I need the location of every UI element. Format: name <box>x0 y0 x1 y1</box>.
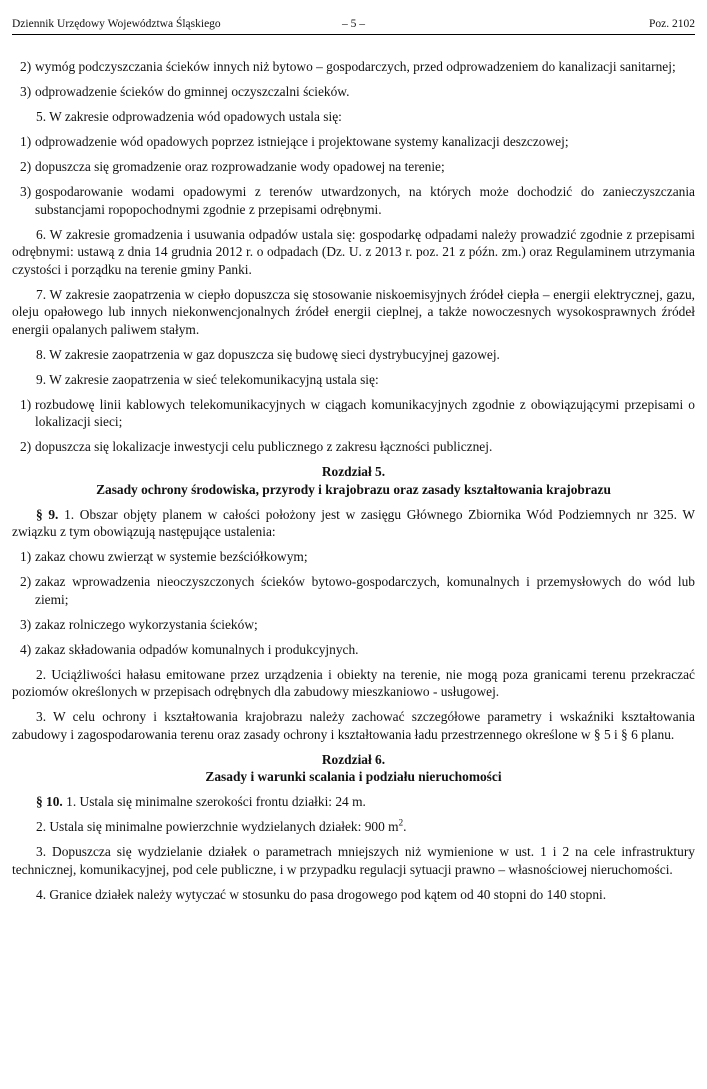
list-text: dopuszcza się gromadzenie oraz rozprowadzanie wody opadowej na terenie; <box>35 159 445 174</box>
position-number: Poz. 2102 <box>649 18 695 30</box>
section-text: 1. Ustala się minimalne szerokości frontu działki: 24 m. <box>62 794 366 809</box>
paragraph: 7. W zakresie zaopatrzenia w ciepło dopuszcza się stosowanie niskoemisyjnych źródeł ciepła – energii elektrycznej, gazu, oleju opałowego lub innych niekonwencjonalnych źródeł energii cieplnej, a także nowoczesnych wysokosprawnych źródeł energii opalanych paliwem stałym. <box>12 286 695 337</box>
list-text: rozbudowę linii kablowych telekomunikacyjnych w ciągach komunikacyjnych zgodnie z obowiązującymi przepisami o lokalizacji sieci; <box>35 396 695 429</box>
list-item <box>12 183 695 218</box>
list-text: dopuszcza się lokalizacje inwestycji celu publicznego z zakresu łączności publicznej. <box>35 439 493 454</box>
list-number: 1) <box>20 549 32 564</box>
list-item <box>12 83 695 101</box>
list-number: 1) <box>20 396 32 412</box>
paragraph: 2. Uciążliwości hałasu emitowane przez urządzenia i obiekty na terenie, nie mogą poza granicami terenu przekraczać poziomów określonych w przepisach odrębnych dla zabudowy mieszkaniowo - usługowej. <box>12 666 695 699</box>
section-paragraph <box>12 506 695 541</box>
list-item <box>12 133 695 151</box>
paragraph: 6. W zakresie gromadzenia i usuwania odpadów ustala się: gospodarkę odpadami należy prowadzić zgodnie z przepisami odrębnymi: ustawą z dnia 14 grudnia 2012 r. o odpadach (Dz. U. z 2013 r. poz. 21 z późn. zm.) oraz Regulaminem utrzymania czystości i porządku na terenie gminy Panki. <box>12 226 695 277</box>
list-item <box>12 573 695 608</box>
section-mark: § 10. <box>36 794 63 809</box>
document-body <box>12 58 695 911</box>
paragraph: 3. Dopuszcza się wydzielanie działek o parametrach mniejszych niż wymienione w ust. 1 i 2 na cele infrastruktury technicznej, komunikacyjnej, pod cele publiczne, i w przypadku regulacji sytuacji prawno – własnościowej nieruchomości. <box>12 844 695 877</box>
list-number: 2) <box>20 439 32 454</box>
page-number: – 5 – <box>342 18 365 30</box>
chapter-subtitle: Zasady ochrony środowiska, przyrody i krajobrazu oraz zasady kształtowania krajobrazu <box>96 481 611 497</box>
paragraph: 3. W celu ochrony i kształtowania krajobrazu należy zachować szczegółowe parametry i wskaźniki kształtowania zabudowy i zagospodarowania terenu oraz zasady ochrony i kształtowania ładu przestrzennego określone w § 5 i § 6 planu. <box>12 709 695 742</box>
paragraph: 8. W zakresie zaopatrzenia w gaz dopuszcza się budowę sieci dystrybucyjnej gazowej. <box>36 346 500 362</box>
list-number: 2) <box>20 59 32 74</box>
list-item <box>12 396 695 431</box>
list-number: 2) <box>20 574 32 589</box>
chapter-subtitle: Zasady i warunki scalania i podziału nieruchomości <box>205 769 502 784</box>
section-text: 1. Obszar objęty planem w całości położony jest w zasięgu Głównego Zbiornika Wód Podziemnych nr 325. W związku z tym obowiązują następujące ustalenia: <box>12 506 695 539</box>
paragraph-end: . <box>403 819 407 834</box>
list-text: zakaz wprowadzenia nieoczyszczonych ścieków bytowo-gospodarczych, komunalnych i przemysłowych do wód lub ziemi; <box>35 574 695 607</box>
page-header <box>12 14 695 35</box>
chapter-title: Rozdział 5. <box>321 464 386 479</box>
list-text: zakaz chowu zwierząt w systemie bezściółkowym; <box>35 549 308 564</box>
paragraph <box>12 818 695 836</box>
list-item <box>12 58 695 76</box>
list-number: 1) <box>20 134 32 149</box>
paragraph: 9. W zakresie zaopatrzenia w sieć telekomunikacyjną ustala się: <box>36 371 379 387</box>
list-number: 3) <box>20 616 32 632</box>
list-text: odprowadzenie wód opadowych poprzez istniejące i projektowane systemy kanalizacji deszczowej; <box>35 134 569 149</box>
list-item <box>12 616 695 634</box>
list-item <box>12 438 695 456</box>
list-item <box>12 548 695 566</box>
list-number: 2) <box>20 159 32 174</box>
journal-title: Dziennik Urzędowy Województwa Śląskiego <box>12 18 221 30</box>
paragraph: 5. W zakresie odprowadzenia wód opadowych ustala się: <box>36 109 342 124</box>
list-text: gospodarowanie wodami opadowymi z terenów utwardzonych, na których może dochodzić do zanieczyszczania substancjami ropopochodnymi zgodnie z przepisami odrębnymi. <box>35 184 695 217</box>
list-text: zakaz rolniczego wykorzystania ścieków; <box>35 616 258 632</box>
paragraph-text: 2. Ustala się minimalne powierzchnie wydzielanych działek: 900 m <box>36 819 399 834</box>
list-number: 3) <box>20 184 32 199</box>
chapter-heading <box>12 463 695 498</box>
list-text: wymóg podczyszczania ścieków innych niż bytowo – gospodarczych, przed odprowadzeniem do kanalizacji sanitarnej; <box>35 59 676 74</box>
list-number: 4) <box>20 641 32 657</box>
section-paragraph <box>12 793 695 811</box>
section-mark: § 9. <box>36 506 59 522</box>
list-text: odprowadzenie ścieków do gminnej oczyszczalni ścieków. <box>35 84 350 99</box>
list-text: zakaz składowania odpadów komunalnych i produkcyjnych. <box>35 641 359 657</box>
chapter-title: Rozdział 6. <box>321 751 386 767</box>
list-item <box>12 158 695 176</box>
list-item <box>12 641 695 659</box>
chapter-heading <box>12 751 695 786</box>
list-number: 3) <box>20 84 32 99</box>
paragraph: 4. Granice działek należy wytyczać w stosunku do pasa drogowego pod kątem od 40 stopni do 140 stopni. <box>36 886 607 902</box>
superscript: 2 <box>398 817 404 828</box>
